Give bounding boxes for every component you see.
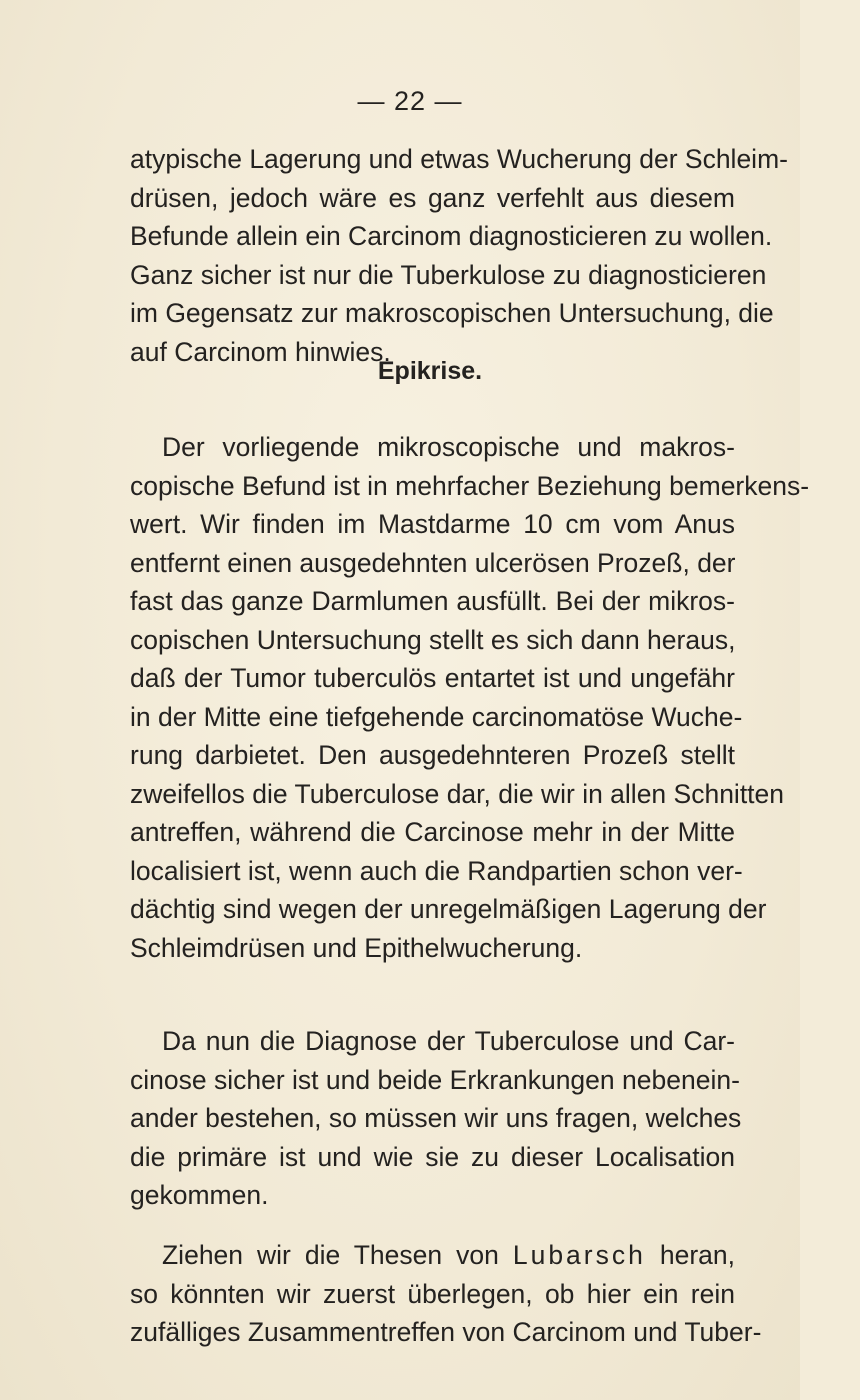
text-line: zweifellos die Tuberculose dar, die wir in allen Schnitten (130, 778, 785, 809)
text-line: Ganz sicher ist nur die Tuberkulose zu diagnosticieren (130, 259, 767, 290)
text-line: fast das ganze Darmlumen ausfüllt. Bei der mikros- (130, 586, 735, 616)
text-line: so könnten wir zuerst überlegen, ob hier ein rein (130, 1278, 735, 1309)
text-line: im Gegensatz zur makroscopischen Untersuchung, die (130, 298, 774, 328)
text-line: localisiert ist, wenn auch die Randpartien schon ver- (130, 855, 743, 886)
text-line: gekommen. (130, 1180, 269, 1210)
author-name: Lubarsch (512, 1240, 646, 1270)
text-fragment: Ziehen wir die Thesen von (162, 1240, 499, 1270)
paragraph-3 (130, 1022, 742, 1215)
paragraph-4 (130, 1236, 762, 1352)
text-line: rung darbietet. Den ausgedehnteren Prozeß stellt (130, 740, 735, 770)
text-line: drüsen, jedoch wäre es ganz verfehlt aus diesem (130, 182, 735, 213)
page-number: — 22 — (357, 86, 463, 116)
text-line: Befunde allein ein Carcinom diagnosticieren zu wollen. (130, 221, 773, 251)
text-line: cinose sicher ist und beide Erkrankungen nebenein- (130, 1064, 740, 1095)
text-line: atypische Lagerung und etwas Wucherung der Schleim- (130, 144, 788, 174)
text-line: auf Carcinom hinwies. (130, 336, 391, 367)
text-line: copische Befund ist in mehrfacher Beziehung bemerkens- (130, 470, 810, 501)
text-line: wert. Wir finden im Mastdarme 10 cm vom Anus (130, 509, 735, 539)
section-heading: Epikrise. (377, 357, 483, 385)
text-line: Da nun die Diagnose der Tuberculose und Car- (162, 1026, 735, 1056)
text-line: entfernt einen ausgedehnten ulcerösen Prozeß, der (130, 547, 736, 578)
text-line: ander bestehen, so müssen wir uns fragen, welches (130, 1103, 742, 1133)
text-line: copischen Untersuchung stellt es sich dann heraus, (130, 624, 736, 655)
text-fragment: heran, (659, 1240, 735, 1270)
paragraph-1 (130, 140, 788, 371)
text-line: in der Mitte eine tiefgehende carcinomatöse Wuche- (130, 701, 743, 732)
text-line: Schleimdrüsen und Epithelwucherung. (130, 932, 583, 963)
text-line: antreffen, während die Carcinose mehr in der Mitte (130, 817, 735, 847)
text-line: dächtig sind wegen der unregelmäßigen Lagerung der (130, 894, 767, 924)
text-line: daß der Tumor tuberculös entartet ist und ungefähr (130, 663, 735, 693)
paragraph-2 (130, 428, 810, 967)
text-line: Der vorliegende mikroscopische und makros- (162, 432, 735, 462)
text-line: zufälliges Zusammentreffen von Carcinom und Tuber- (130, 1317, 762, 1347)
text-line: die primäre ist und wie sie zu dieser Localisation (130, 1141, 735, 1172)
text-line (130, 1236, 735, 1275)
